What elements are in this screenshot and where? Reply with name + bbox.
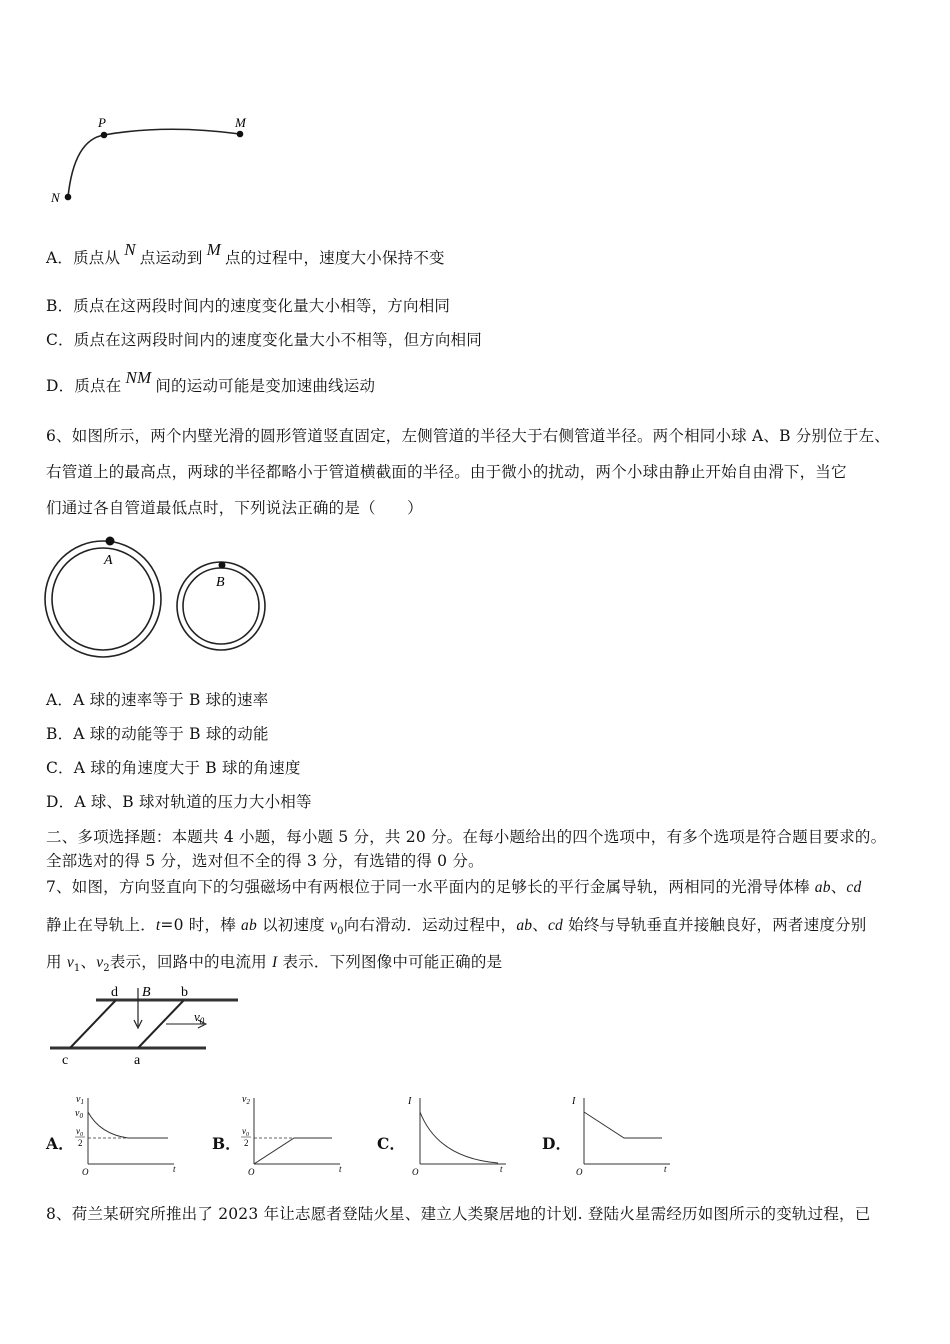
graph-b — [236, 1092, 346, 1176]
left-tube-inner — [52, 548, 154, 650]
label-b: B — [216, 575, 225, 590]
label-v0: $v_0$ — [194, 1009, 205, 1026]
graph-d — [566, 1092, 676, 1176]
q7-option-d-label: D． — [542, 1134, 572, 1153]
graph-c — [402, 1092, 512, 1176]
q7-option-b-label: B． — [212, 1134, 242, 1153]
label-d: d — [111, 985, 118, 1000]
graph-c-xlabel: t — [500, 1164, 503, 1174]
q8-stem-1: 8、荷兰某研究所推出了 2023 年让志愿者登陆火星、建立人类聚居地的计划. 登陆火星需经历如图所示的变轨过程，已 — [46, 1205, 871, 1223]
curve-path — [68, 129, 240, 197]
graph-a-half-den: 2 — [78, 1138, 83, 1148]
label-field-b: B — [142, 985, 151, 1000]
graph-c-ylabel: I — [408, 1096, 412, 1107]
q5-option-a: A．质点从 N 点运动到 M 点的过程中，速度大小保持不变 — [46, 240, 445, 267]
point-p — [101, 132, 108, 139]
graph-a-v0: $v_0$ — [75, 1108, 83, 1120]
point-n — [65, 194, 72, 201]
graph-d-ylabel: I — [572, 1096, 576, 1107]
q6-option-a: A．A 球的速率等于 B 球的速率 — [46, 691, 269, 709]
graph-d-line — [584, 1112, 662, 1138]
q6-option-d: D．A 球、B 球对轨道的压力大小相等 — [46, 793, 312, 811]
graph-b-half-den: 2 — [244, 1138, 249, 1148]
graph-a-ylabel: $v_1$ — [76, 1094, 84, 1106]
graph-b-ylabel: $v_2$ — [242, 1094, 250, 1106]
graph-d-origin: O — [576, 1167, 583, 1176]
graph-a — [70, 1092, 180, 1176]
q6-option-c: C．A 球的角速度大于 B 球的角速度 — [46, 759, 301, 777]
graph-b-line — [254, 1138, 332, 1164]
graph-a-xlabel: t — [173, 1164, 176, 1174]
label-p: P — [98, 115, 106, 130]
ball-b — [219, 562, 226, 569]
label-c: c — [62, 1053, 69, 1068]
curve-figure — [46, 112, 266, 212]
q7-option-a-label: A． — [46, 1134, 74, 1153]
graph-a-curve — [88, 1112, 168, 1138]
label-a: A — [104, 553, 113, 568]
label-n: N — [51, 190, 60, 205]
q6-option-b: B．A 球的动能等于 B 球的动能 — [46, 725, 269, 743]
q6-stem-3: 们通过各自管道最低点时，下列说法正确的是（ ） — [46, 499, 423, 517]
q5-option-c: C．质点在这两段时间内的速度变化量大小不相等，但方向相同 — [46, 331, 482, 349]
q7-stem-2: 静止在导轨上．t=0 时，棒 ab 以初速度 $v_0$向右滑动．运动过程中，ab、cd 始终与导轨垂直并接触良好，两者速度分别 — [46, 916, 867, 938]
section2-line-2: 全部选对的得 5 分，选对但不全的得 3 分，有选错的得 0 分。 — [46, 852, 484, 870]
q6-stem-2: 右管道上的最高点，两球的半径都略小于管道横截面的半径。由于微小的扰动，两个小球由静止开始自由滑下，当它 — [46, 463, 847, 481]
q5-option-d: D．质点在 NM 间的运动可能是变加速曲线运动 — [46, 368, 376, 395]
graph-a-half-num: $v_0$ — [76, 1126, 83, 1138]
q5-option-b: B．质点在这两段时间内的速度变化量大小相等，方向相同 — [46, 297, 451, 315]
q7-stem-3: 用 $v_1$、$v_2$表示，回路中的电流用 I 表示．下列图像中可能正确的是 — [46, 953, 503, 975]
graph-c-curve — [420, 1112, 498, 1163]
graph-d-xlabel: t — [664, 1164, 667, 1174]
q7-stem-1: 7、如图，方向竖直向下的匀强磁场中有两根位于同一水平面内的足够长的平行金属导轨，两相同的光滑导体棒 ab、cd — [46, 878, 862, 896]
point-m — [237, 131, 244, 138]
rod-cd — [70, 1000, 116, 1048]
rails-figure — [46, 980, 246, 1070]
q7-option-c-label: C． — [377, 1134, 406, 1153]
graph-b-half-num: $v_0$ — [242, 1126, 249, 1138]
graph-b-xlabel: t — [339, 1164, 342, 1174]
label-m: M — [235, 115, 246, 130]
graph-a-origin: O — [82, 1167, 89, 1176]
label-a-rod: a — [134, 1053, 141, 1068]
section2-line-1: 二、多项选择题：本题共 4 小题，每小题 5 分，共 20 分。在每小题给出的四个选项中，有多个选项是符合题目要求的。 — [46, 828, 887, 846]
left-tube-outer — [45, 541, 161, 657]
label-b-rod: b — [181, 985, 188, 1000]
ring-tubes-figure — [40, 530, 280, 670]
graph-c-origin: O — [412, 1167, 419, 1176]
q6-stem-1: 6、如图所示，两个内壁光滑的圆形管道竖直固定，左侧管道的半径大于右侧管道半径。两个相同小球 A、B 分别位于左、 — [46, 427, 891, 445]
ball-a — [106, 537, 115, 546]
graph-b-origin: O — [248, 1167, 255, 1176]
